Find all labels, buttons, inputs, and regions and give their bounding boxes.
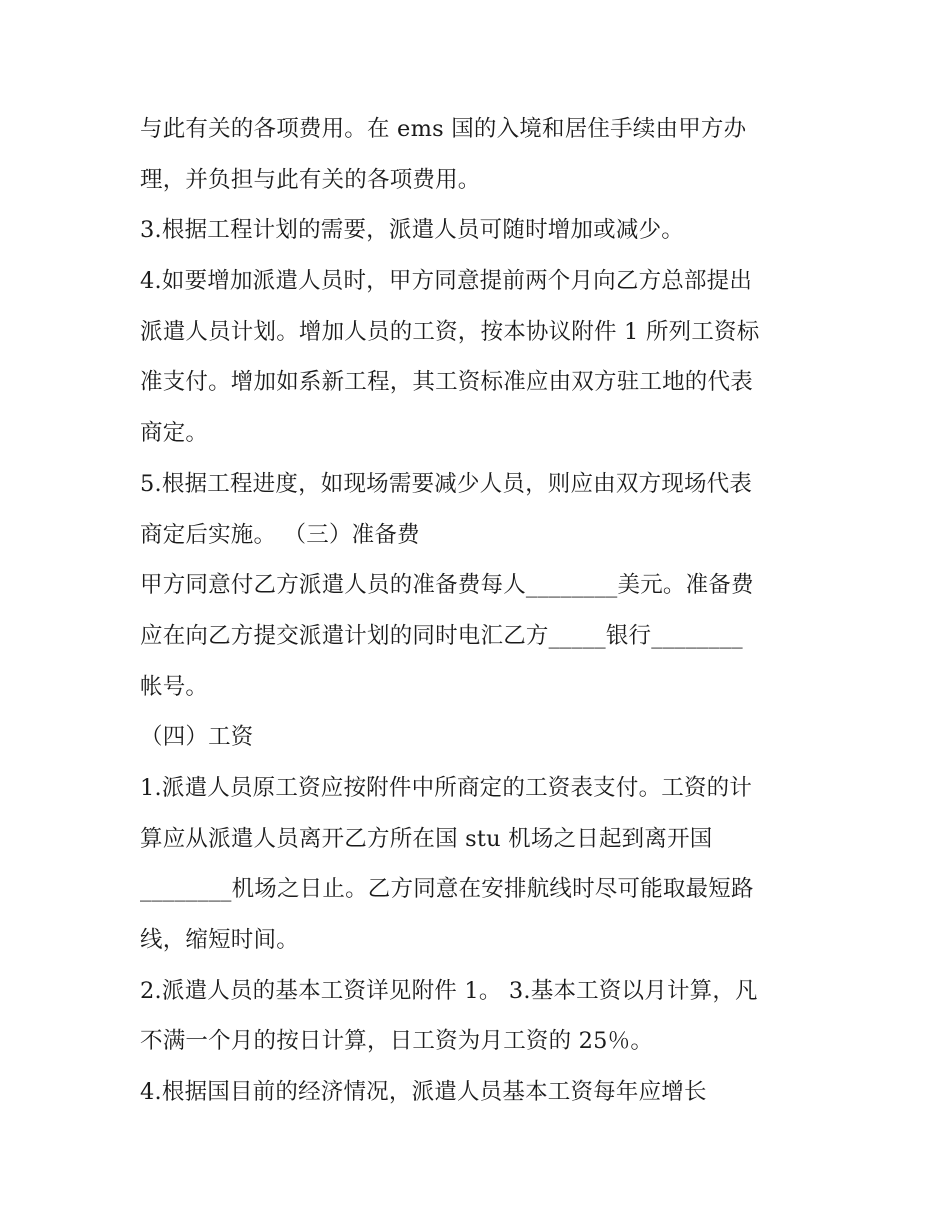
text-line: 理，并负担与此有关的各项费用。: [140, 166, 481, 193]
text-line: 不满一个月的按日计算，日工资为月工资的 25％。: [140, 1028, 654, 1055]
text-line: 商定后实施。 （三）准备费: [140, 521, 420, 548]
text-line: （四）工资: [140, 724, 254, 751]
text-line: 派遣人员计划。增加人员的工资，按本协议附件 1 所列工资标: [140, 318, 760, 345]
text-line: 4.如要增加派遣人员时，甲方同意提前两个月向乙方总部提出: [140, 268, 753, 295]
text-line: 5.根据工程进度，如现场需要减少人员，则应由双方现场代表: [140, 470, 753, 497]
text-line: 2.派遣人员的基本工资详见附件 1。 3.基本工资以月计算，凡: [140, 977, 758, 1004]
text-line: 4.根据国目前的经济情况，派遣人员基本工资每年应增长: [140, 1079, 707, 1106]
text-line: 与此有关的各项费用。在 ems 国的入境和居住手续由甲方办: [140, 116, 747, 142]
text-line: 商定。: [140, 420, 209, 447]
text-line: 1.派遣人员原工资应按附件中所商定的工资表支付。工资的计: [140, 774, 753, 801]
text-line: 算应从派遣人员离开乙方所在国 stu 机场之日起到离开国: [140, 825, 713, 852]
text-line: 帐号。: [140, 673, 209, 700]
text-line: ________机场之日止。乙方同意在安排航线时尽可能取最短路: [140, 876, 754, 903]
document-body: [140, 104, 820, 1118]
text-line: 线，缩短时间。: [140, 927, 299, 953]
text-line: 应在向乙方提交派遣计划的同时电汇乙方_____银行________: [140, 622, 743, 649]
text-line: 甲方同意付乙方派遣人员的准备费每人________美元。准备费: [140, 572, 754, 599]
text-line: 准支付。增加如系新工程，其工资标准应由双方驻工地的代表: [140, 369, 753, 396]
text-line: 3.根据工程计划的需要，派遣人员可随时增加或减少。: [140, 217, 684, 244]
